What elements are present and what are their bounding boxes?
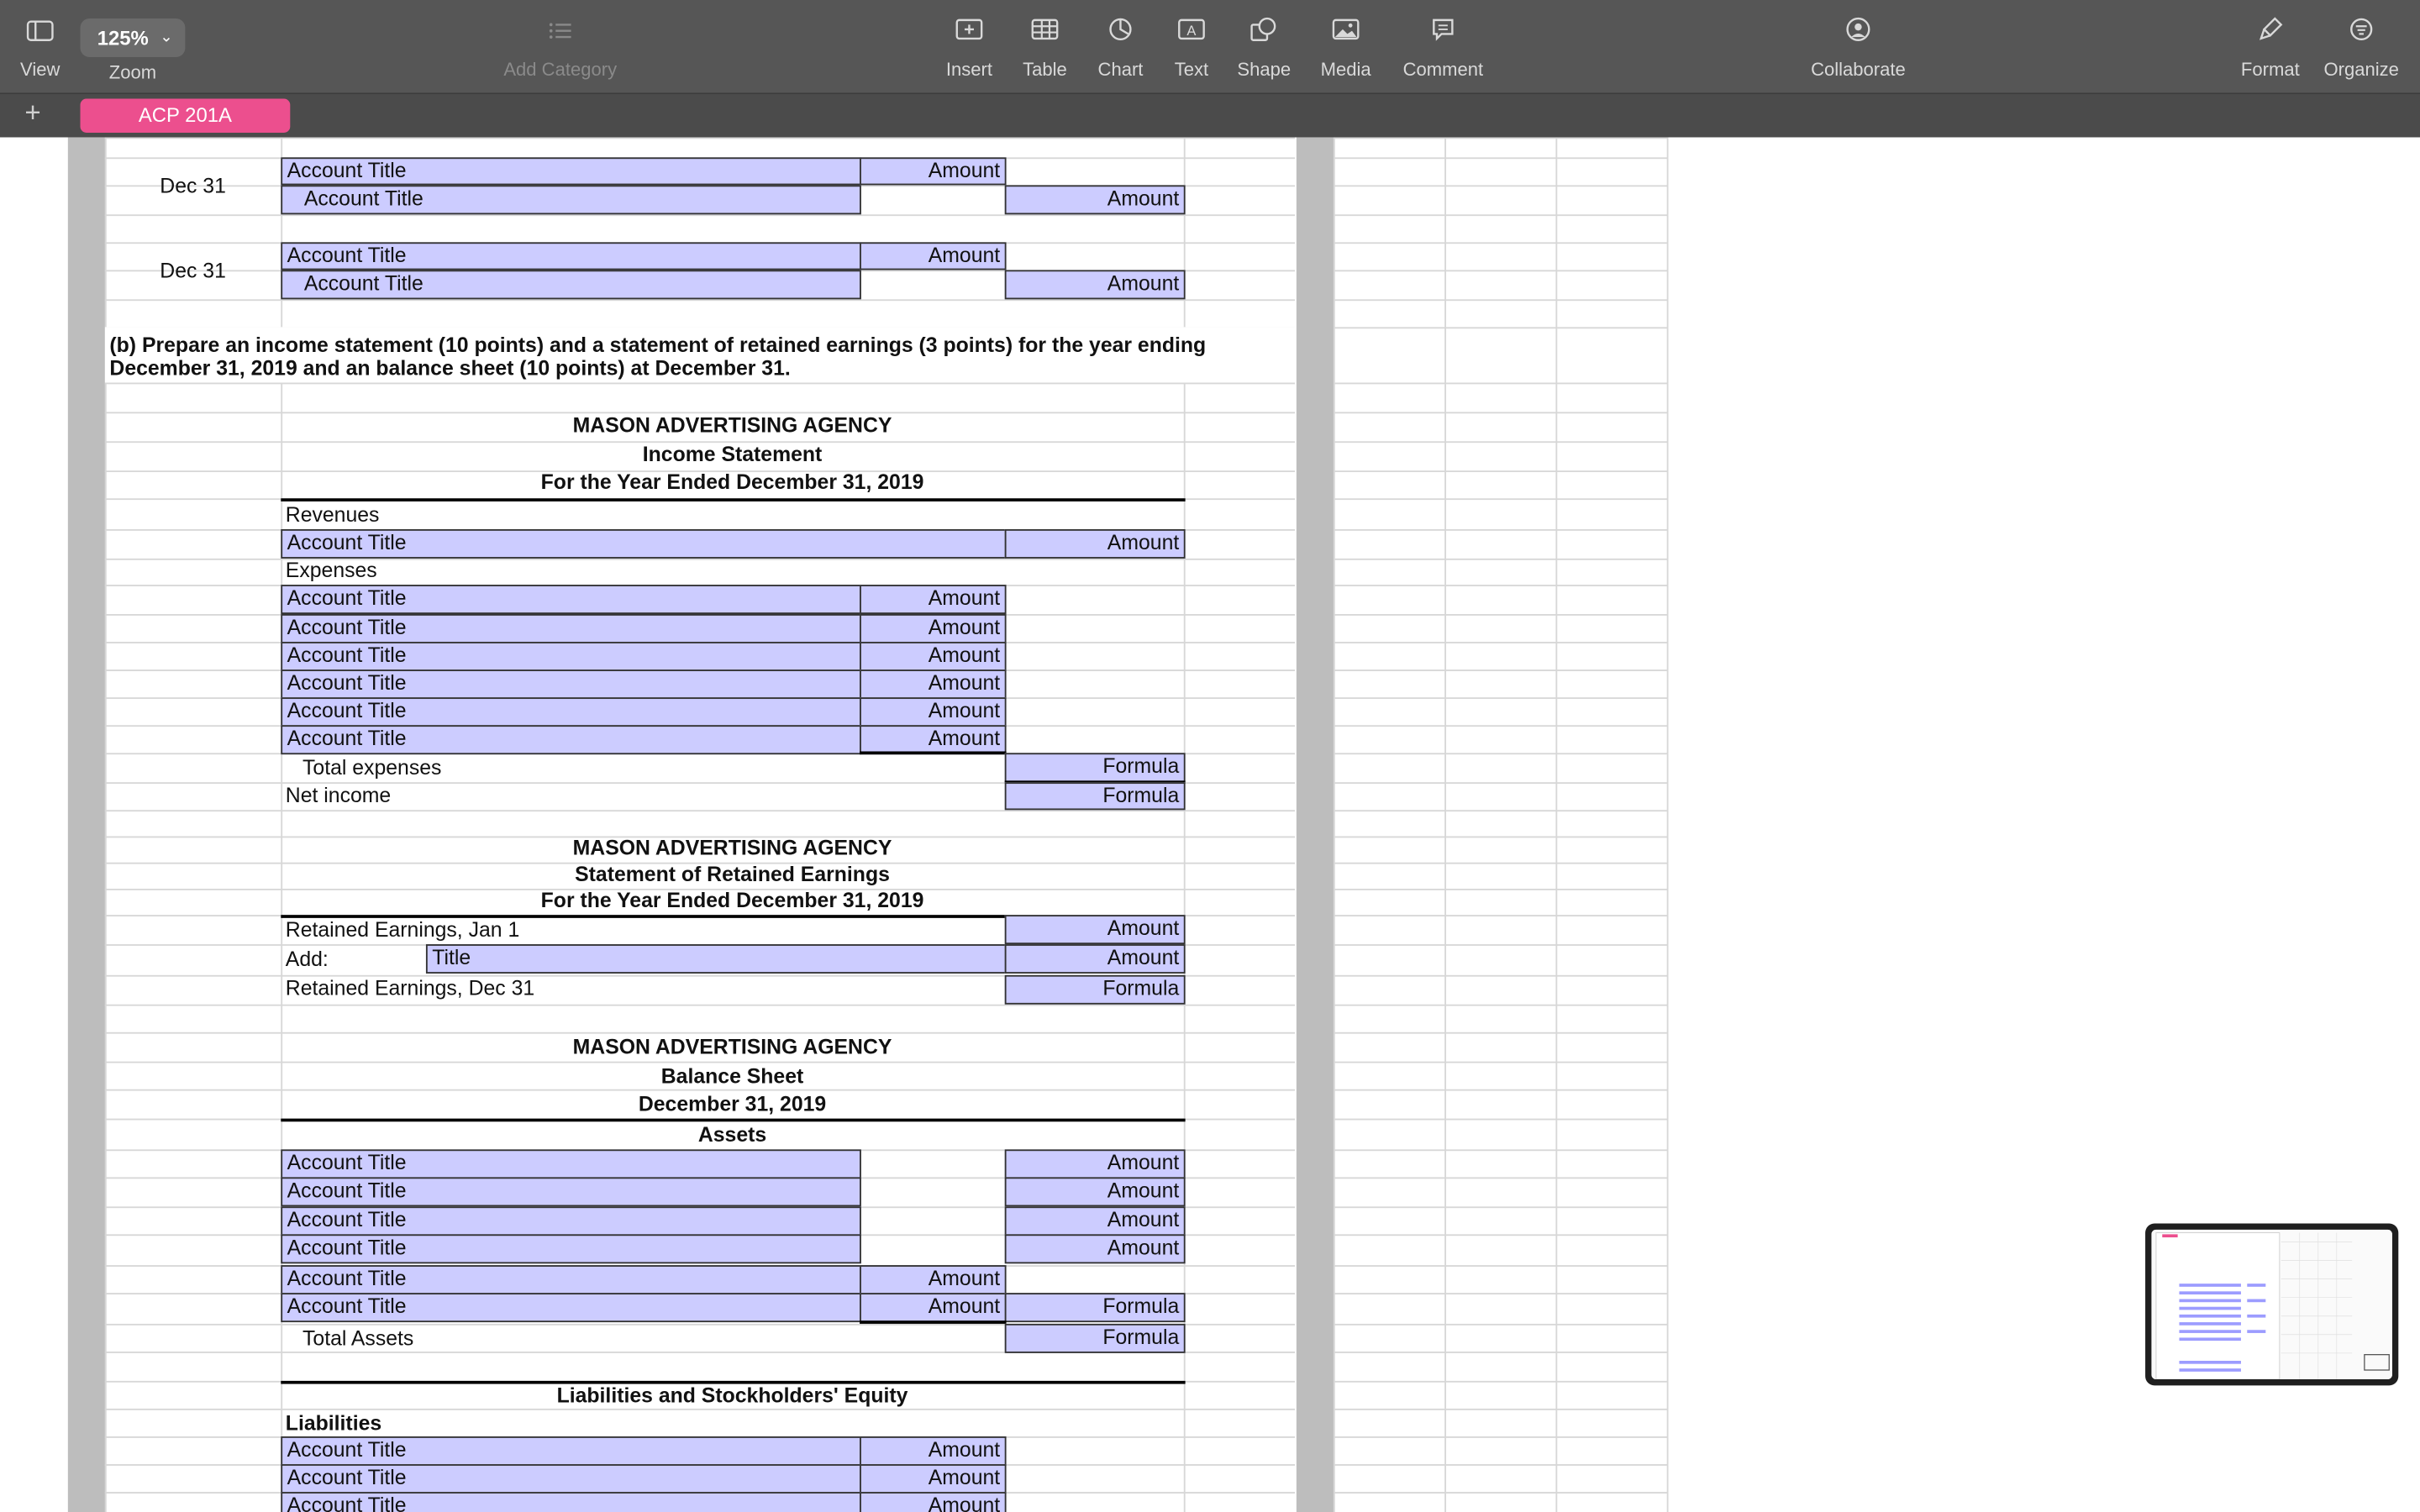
entry-date[interactable]: Dec 31 xyxy=(160,174,226,198)
grid-line xyxy=(1334,837,1669,838)
chart-button[interactable]: Chart xyxy=(1090,15,1151,86)
grid-line xyxy=(105,214,1295,216)
grid-line xyxy=(1667,137,1669,1512)
grid-line xyxy=(1334,1119,1669,1121)
shape-icon xyxy=(1232,15,1297,55)
grid-line xyxy=(1334,214,1669,216)
grid-line xyxy=(1334,137,1335,1512)
grid-line xyxy=(1334,585,1669,586)
grid-line xyxy=(1444,137,1446,1512)
grid-line xyxy=(1334,753,1669,754)
thumbnail-graphic xyxy=(2151,1230,2392,1379)
grid-line xyxy=(1334,889,1669,890)
asset-account-cell[interactable]: Account Title xyxy=(281,1206,861,1236)
comment-button[interactable]: Comment xyxy=(1395,15,1491,86)
grid-line xyxy=(105,137,1295,139)
svg-text:A: A xyxy=(1186,23,1197,39)
debit-amount-cell[interactable]: Amount xyxy=(860,157,1006,185)
add-category-button[interactable]: Add Category xyxy=(491,15,629,86)
grid-line xyxy=(1334,1293,1669,1294)
debit-account-cell[interactable]: Account Title xyxy=(281,157,861,185)
sheet-navigator-thumbnail[interactable] xyxy=(2145,1224,2398,1386)
media-button[interactable]: Media xyxy=(1312,15,1380,86)
subtotal-underline xyxy=(860,1320,1006,1324)
re-end-value-cell[interactable]: Formula xyxy=(1005,975,1186,1005)
grid-line xyxy=(105,1062,1295,1063)
debit-amount-cell[interactable]: Amount xyxy=(860,242,1006,270)
toolbar xyxy=(0,0,2420,92)
total-assets-label[interactable]: Total Assets xyxy=(302,1326,414,1351)
asset-amount-cell[interactable]: Amount xyxy=(1005,1206,1186,1236)
liability-amount-cell[interactable]: Amount xyxy=(860,1436,1006,1466)
grid-line xyxy=(1334,642,1669,643)
net-asset-formula-cell[interactable]: Formula xyxy=(1005,1293,1186,1322)
income-company-name[interactable]: MASON ADVERTISING AGENCY xyxy=(572,413,892,437)
liability-account-cell[interactable]: Account Title xyxy=(281,1492,861,1512)
grid-line xyxy=(1334,1265,1669,1267)
organize-button[interactable]: Organize xyxy=(2318,15,2405,86)
re-add-label[interactable]: Add: xyxy=(285,947,329,971)
asset-amount-cell[interactable]: Amount xyxy=(1005,1177,1186,1206)
sidebar-icon xyxy=(13,15,68,55)
grid-line xyxy=(1334,863,1669,864)
subtotal-underline xyxy=(860,751,1006,754)
paintbrush-icon xyxy=(2235,15,2306,55)
revenue-amount-cell[interactable]: Amount xyxy=(1005,529,1186,559)
liability-account-cell[interactable]: Account Title xyxy=(281,1464,861,1494)
expense-amount-cell[interactable]: Amount xyxy=(860,669,1006,699)
sheet-tab-bar xyxy=(0,92,2420,139)
expense-amount-cell[interactable]: Amount xyxy=(860,642,1006,671)
page-margin xyxy=(1297,137,1334,1512)
grid-line xyxy=(105,1032,1295,1034)
grid-line xyxy=(1334,725,1669,727)
revenue-account-cell[interactable]: Account Title xyxy=(281,529,1006,559)
insert-button[interactable]: Insert xyxy=(935,15,1003,86)
expenses-label[interactable]: Expenses xyxy=(285,558,377,582)
credit-amount-cell[interactable]: Amount xyxy=(1005,185,1186,214)
grid-line xyxy=(1334,185,1669,186)
sheet-tab-acp-201a[interactable]: ACP 201A xyxy=(81,99,291,133)
instructions-line-2[interactable]: December 31, 2019 and an balance sheet (10 points) at December 31. xyxy=(109,356,791,380)
image-icon xyxy=(1312,15,1380,55)
grid-line xyxy=(105,299,1295,301)
grid-line xyxy=(1334,782,1669,784)
comment-icon xyxy=(1395,15,1491,55)
liab-equity-heading[interactable]: Liabilities and Stockholders' Equity xyxy=(556,1383,908,1408)
header-underline xyxy=(281,498,1185,501)
expense-account-cell[interactable]: Account Title xyxy=(281,614,861,643)
chevron-down-icon: ⌄ xyxy=(160,29,173,47)
income-title[interactable]: Income Statement xyxy=(642,443,823,466)
grid-line xyxy=(1334,1464,1669,1466)
table-icon xyxy=(1013,15,1077,55)
grid-line xyxy=(1334,327,1669,328)
asset-account-cell[interactable]: Account Title xyxy=(281,1177,861,1206)
asset-account-cell[interactable]: Account Title xyxy=(281,1234,861,1263)
grid-line xyxy=(1334,1149,1669,1151)
organize-icon xyxy=(2318,15,2405,55)
income-period[interactable]: For the Year Ended December 31, 2019 xyxy=(540,470,924,494)
grid-line xyxy=(1334,470,1669,472)
re-begin-label[interactable]: Retained Earnings, Jan 1 xyxy=(285,917,520,942)
asset-account-cell[interactable]: Account Title xyxy=(281,1149,861,1179)
grid-line xyxy=(1334,1032,1669,1034)
net-income-label[interactable]: Net income xyxy=(285,784,392,807)
expense-account-cell[interactable]: Account Title xyxy=(281,642,861,671)
asset-amount-cell[interactable]: Amount xyxy=(1005,1149,1186,1179)
total-expenses-label[interactable]: Total expenses xyxy=(302,756,442,780)
re-company-name[interactable]: MASON ADVERTISING AGENCY xyxy=(572,836,892,860)
re-add-title-cell[interactable]: Title xyxy=(426,944,1007,974)
grid-line xyxy=(1334,669,1669,671)
contra-amount-cell[interactable]: Amount xyxy=(860,1265,1006,1294)
grid-line xyxy=(105,810,1295,811)
shape-button[interactable]: Shape xyxy=(1232,15,1297,86)
grid-line xyxy=(1334,1352,1669,1353)
grid-line xyxy=(1334,529,1669,531)
header-underline xyxy=(281,1119,1185,1122)
bs-title[interactable]: Balance Sheet xyxy=(660,1064,804,1088)
revenues-label[interactable]: Revenues xyxy=(285,502,380,527)
collaborate-icon xyxy=(1797,15,1920,55)
expense-account-cell[interactable]: Account Title xyxy=(281,669,861,699)
grid-line xyxy=(1334,441,1669,443)
contra-account-cell[interactable]: Account Title xyxy=(281,1265,861,1294)
re-end-label[interactable]: Retained Earnings, Dec 31 xyxy=(285,976,535,1000)
credit-amount-cell[interactable]: Amount xyxy=(1005,270,1186,299)
liabilities-label[interactable]: Liabilities xyxy=(285,1411,382,1436)
zoom-dropdown[interactable]: 125% ⌄ xyxy=(81,18,186,57)
expense-amount-cell[interactable]: Amount xyxy=(860,614,1006,643)
grid-line xyxy=(1334,1409,1669,1410)
grid-line xyxy=(1334,242,1669,244)
text-button[interactable]: A Text xyxy=(1160,15,1222,86)
format-button[interactable]: Format xyxy=(2235,15,2306,86)
grid-line xyxy=(1334,944,1669,946)
grid-line xyxy=(1334,810,1669,811)
grid-line xyxy=(105,1005,1295,1006)
page-margin xyxy=(68,137,105,1512)
bs-date[interactable]: December 31, 2019 xyxy=(638,1092,827,1116)
grid-line xyxy=(1334,614,1669,616)
grid-line xyxy=(1334,1234,1669,1236)
expense-account-cell[interactable]: Account Title xyxy=(281,725,861,754)
grid-line xyxy=(1334,412,1669,413)
grid-line xyxy=(1334,1206,1669,1208)
zoom-label: Zoom xyxy=(108,61,157,84)
grid-line xyxy=(1334,1436,1669,1438)
contra-account-cell[interactable]: Account Title xyxy=(281,1293,861,1322)
debit-account-cell[interactable]: Account Title xyxy=(281,242,861,270)
chart-icon xyxy=(1090,15,1151,55)
grid-line xyxy=(1334,383,1669,385)
expense-amount-cell[interactable]: Amount xyxy=(860,697,1006,727)
grid-line xyxy=(105,1409,1295,1410)
instructions-line-1[interactable]: (b) Prepare an income statement (10 points) and a statement of retained earnings (3 points) for the year ending xyxy=(109,333,1207,357)
expense-amount-cell[interactable]: Amount xyxy=(860,585,1006,614)
grid-line xyxy=(1334,270,1669,271)
add-sheet-icon[interactable]: + xyxy=(24,97,41,129)
grid-line xyxy=(1555,137,1557,1512)
expense-account-cell[interactable]: Account Title xyxy=(281,697,861,727)
credit-account-cell[interactable]: Account Title xyxy=(281,185,861,214)
total-assets-cell[interactable]: Formula xyxy=(1005,1324,1186,1353)
grid-line xyxy=(1334,1062,1669,1063)
liability-amount-cell[interactable]: Amount xyxy=(860,1492,1006,1512)
total-expenses-cell[interactable]: Formula xyxy=(1005,753,1186,782)
entry-date[interactable]: Dec 31 xyxy=(160,259,226,283)
grid-line xyxy=(1334,299,1669,301)
view-button[interactable]: View xyxy=(13,15,68,86)
credit-account-cell[interactable]: Account Title xyxy=(281,270,861,299)
grid-line xyxy=(105,1089,1295,1091)
assets-heading[interactable]: Assets xyxy=(697,1123,767,1147)
grid-line xyxy=(1334,1177,1669,1179)
grid-line xyxy=(1334,1492,1669,1494)
grid-line xyxy=(1334,498,1669,500)
insert-icon xyxy=(935,15,1003,55)
bs-company-name[interactable]: MASON ADVERTISING AGENCY xyxy=(572,1035,892,1059)
grid-line xyxy=(1334,975,1669,977)
re-add-amount-cell[interactable]: Amount xyxy=(1005,944,1186,974)
grid-line xyxy=(1334,1324,1669,1326)
sheet-canvas xyxy=(0,137,2420,1512)
net-income-cell[interactable]: Formula xyxy=(1005,782,1186,810)
table-button[interactable]: Table xyxy=(1013,15,1077,86)
grid-line xyxy=(105,383,1295,385)
re-begin-amount-cell[interactable]: Amount xyxy=(1005,915,1186,944)
collaborate-button[interactable]: Collaborate xyxy=(1797,15,1920,86)
grid-line xyxy=(1334,915,1669,916)
liability-amount-cell[interactable]: Amount xyxy=(860,1464,1006,1494)
list-icon xyxy=(491,15,629,55)
re-title[interactable]: Statement of Retained Earnings xyxy=(575,862,890,886)
asset-amount-cell[interactable]: Amount xyxy=(1005,1234,1186,1263)
grid-line xyxy=(1334,1381,1669,1383)
grid-line xyxy=(1334,697,1669,699)
grid-line xyxy=(1334,559,1669,560)
grid-line xyxy=(1334,137,1669,139)
expense-account-cell[interactable]: Account Title xyxy=(281,585,861,614)
text-box-icon xyxy=(1160,15,1222,55)
grid-line xyxy=(1334,1089,1669,1091)
contra-amount-cell[interactable]: Amount xyxy=(860,1293,1006,1322)
thumbnail-preview xyxy=(2151,1230,2392,1379)
expense-amount-cell[interactable]: Amount xyxy=(860,725,1006,754)
grid-line xyxy=(1334,157,1669,159)
liability-account-cell[interactable]: Account Title xyxy=(281,1436,861,1466)
re-period[interactable]: For the Year Ended December 31, 2019 xyxy=(540,888,924,912)
grid-line xyxy=(1334,1005,1669,1006)
